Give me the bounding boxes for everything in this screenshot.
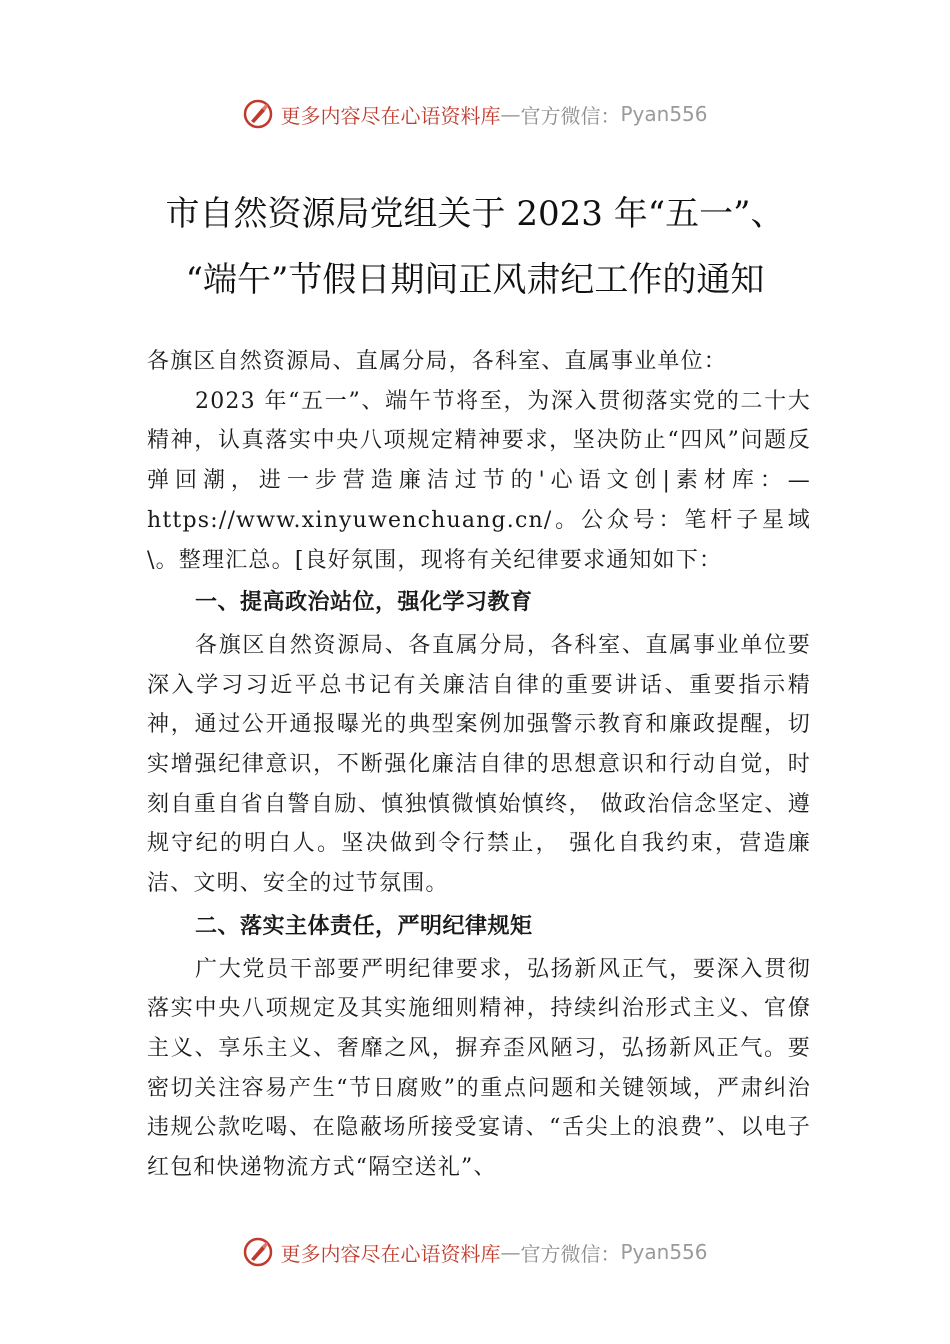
banner-gray-text: 官方微信： <box>520 103 621 128</box>
footer-watermark-banner <box>0 1232 950 1272</box>
banner-wechat-id: Pyan556 <box>620 102 708 126</box>
document-body <box>147 342 811 1188</box>
banner-gray-text: 官方微信： <box>520 1241 621 1266</box>
banner-red-text: 更多内容尽在心语资料库 <box>280 103 501 128</box>
pen-logo-icon <box>242 1236 274 1268</box>
salutation: 各旗区自然资源局、直属分局，各科室、直属事业单位： <box>147 349 728 374</box>
banner-red-text: 更多内容尽在心语资料库 <box>280 1241 501 1266</box>
section-paragraph: 各旗区自然资源局、各直属分局，各科室、直属事业单位要深入学习习近平总书记有关廉洁自律的重要讲话、重要指示精神，通过公开通报曝光的典型案例加强警示教育和廉政提醒，切实增强纪律意识，不断强化廉洁自律的思想意识和行动自觉，时刻自重自省自警自励、慎独慎微慎始慎终， 做政治信念坚定、遵规守纪的明白人。坚决做到令行禁止， 强化自我约束，营造廉洁、文明、安全的过节氛围。 <box>147 632 811 897</box>
section-heading: 一、提高政治站位，强化学习教育 <box>195 590 533 616</box>
banner-wechat-id: Pyan556 <box>620 1240 708 1264</box>
banner-dash: — <box>500 102 521 126</box>
document-title-line1: 市自然资源局党组关于 2023 年“五一”、 <box>165 194 785 234</box>
banner-dash: — <box>500 1240 521 1264</box>
header-watermark-banner <box>0 94 950 134</box>
section-paragraph: 广大党员干部要严明纪律要求，弘扬新风正气，要深入贯彻落实中央八项规定及其实施细则精神，持续纠治形式主义、官僚主义、享乐主义、奢靡之风，摒弃歪风陋习，弘扬新风正气。要密切关注容易产生“节日腐败”的重点问题和关键领域，严肃纠治违规公款吃喝、在隐蔽场所接受宴请、“舌尖上的浪费”、以电子红包和快递物流方式“隔空送礼”、 <box>147 956 811 1181</box>
pen-logo-icon <box>242 98 274 130</box>
intro-paragraph: 2023 年“五一”、端午节将至，为深入贯彻落实党的二十大精神，认真落实中央八项规定精神要求，坚决防止“四风”问题反弹回潮，进一步营造廉洁过节的'心语文创|素材库：—https://www.xinyuwenchuang.cn/。公众号：笔杆子星域\。整理汇总。[良好氛围，现将有关纪律要求通知如下： <box>147 388 811 573</box>
section-heading: 二、落实主体责任，严明纪律规矩 <box>195 913 533 939</box>
document-title-line2: “端午”节假日期间正风肃纪工作的通知 <box>185 260 765 300</box>
